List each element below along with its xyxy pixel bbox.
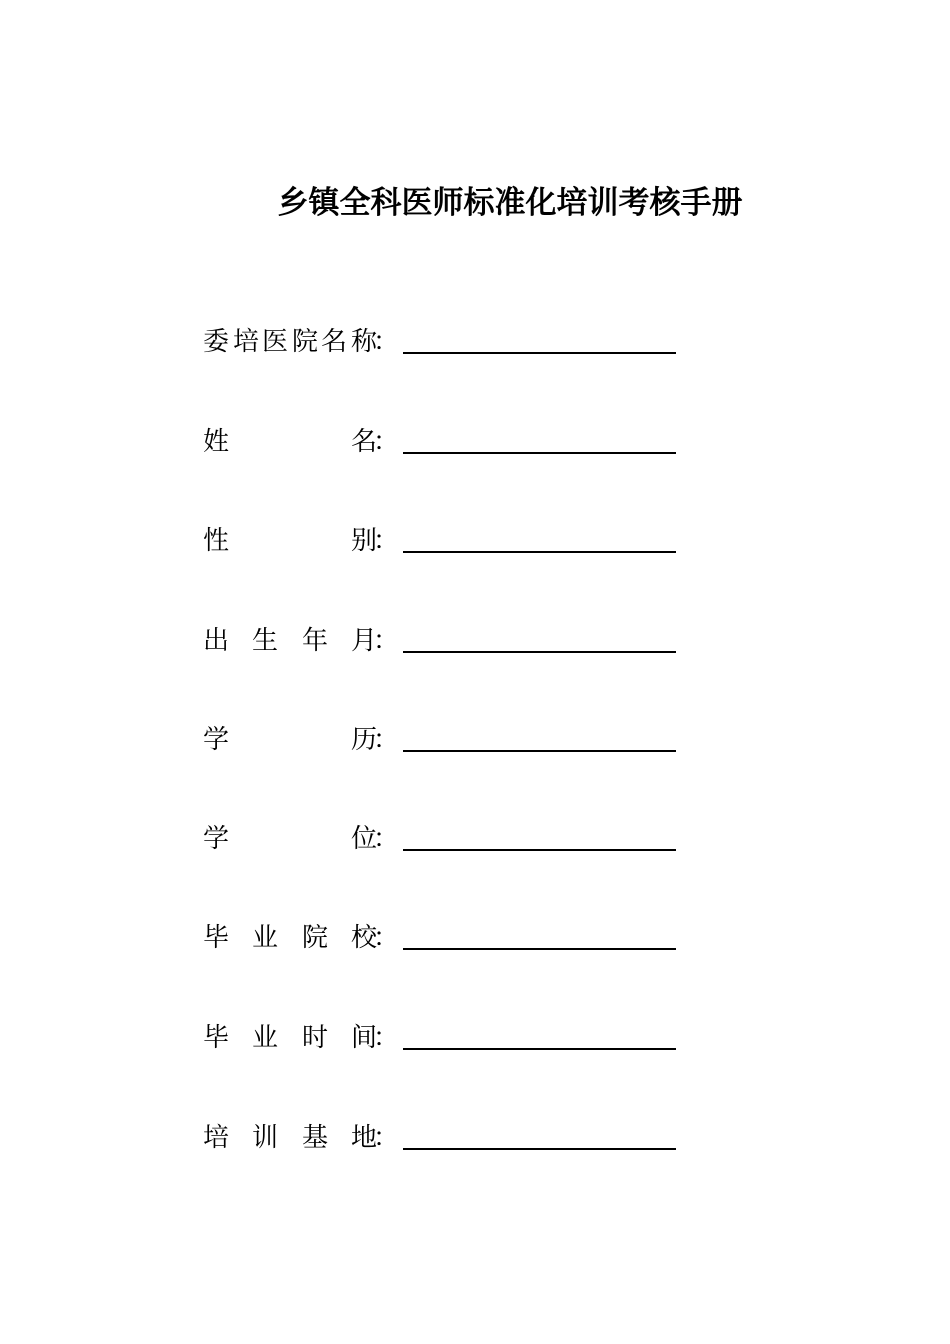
form-field-input-line[interactable] [403, 452, 676, 454]
form-field-input-line[interactable] [403, 750, 676, 752]
form-field-input-line[interactable] [403, 948, 676, 950]
form-field-input-line[interactable] [403, 1048, 676, 1050]
form-field-input-line[interactable] [403, 849, 676, 851]
form-field-input-line[interactable] [403, 352, 676, 354]
form-field-input-line[interactable] [403, 551, 676, 553]
form-field-input-line[interactable] [403, 651, 676, 653]
form-field-input-line[interactable] [403, 1148, 676, 1150]
document-title: 乡镇全科医师标准化培训考核手册 [277, 185, 743, 221]
